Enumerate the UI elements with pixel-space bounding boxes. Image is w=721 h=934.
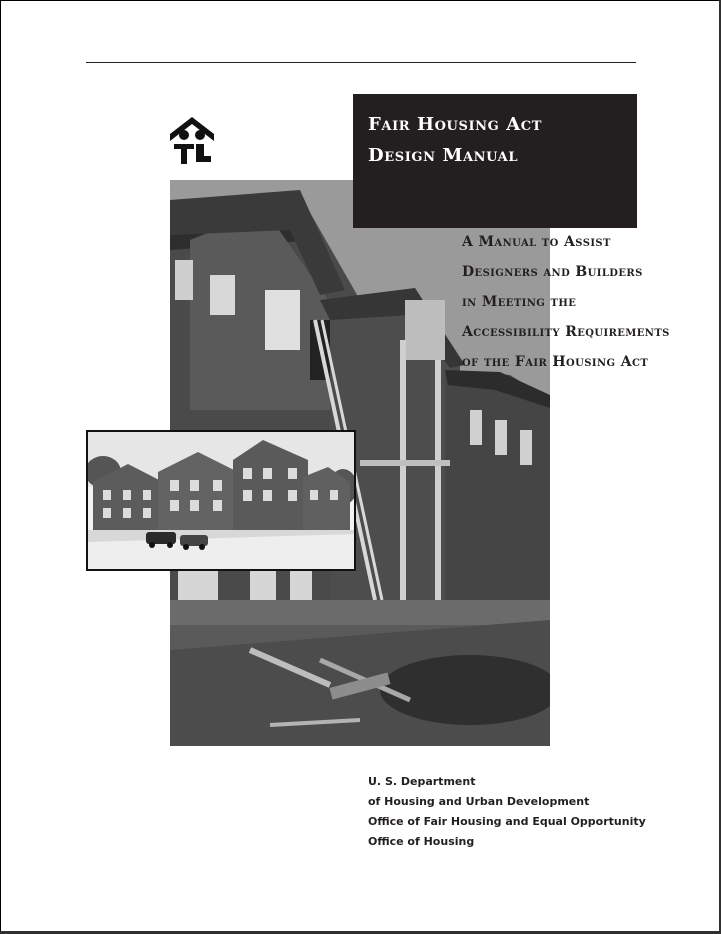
title-line-1: Fair Housing Act [368, 114, 542, 135]
publisher-line-2: of Housing and Urban Development [368, 795, 590, 808]
subtitle-line-3: in Meeting the [462, 294, 577, 310]
subtitle-line-1: A Manual to Assist [462, 234, 611, 250]
publisher-block [368, 772, 646, 852]
publisher-line-4: Office of Housing [368, 835, 475, 848]
title-line-2: Design Manual [368, 145, 519, 166]
subtitle-line-4: Accessibility Requirements [462, 324, 670, 340]
publisher-line-1: U. S. Department [368, 775, 476, 788]
completed-apartment-complex-photo [86, 430, 356, 571]
publisher-line-3: Office of Fair Housing and Equal Opportunity [368, 815, 646, 828]
top-rule [86, 62, 636, 63]
title-block [353, 94, 637, 228]
fair-housing-logo-icon [168, 114, 216, 166]
subtitle-line-5: of the Fair Housing Act [462, 354, 649, 370]
subtitle [462, 230, 712, 380]
subtitle-line-2: Designers and Builders [462, 264, 643, 280]
